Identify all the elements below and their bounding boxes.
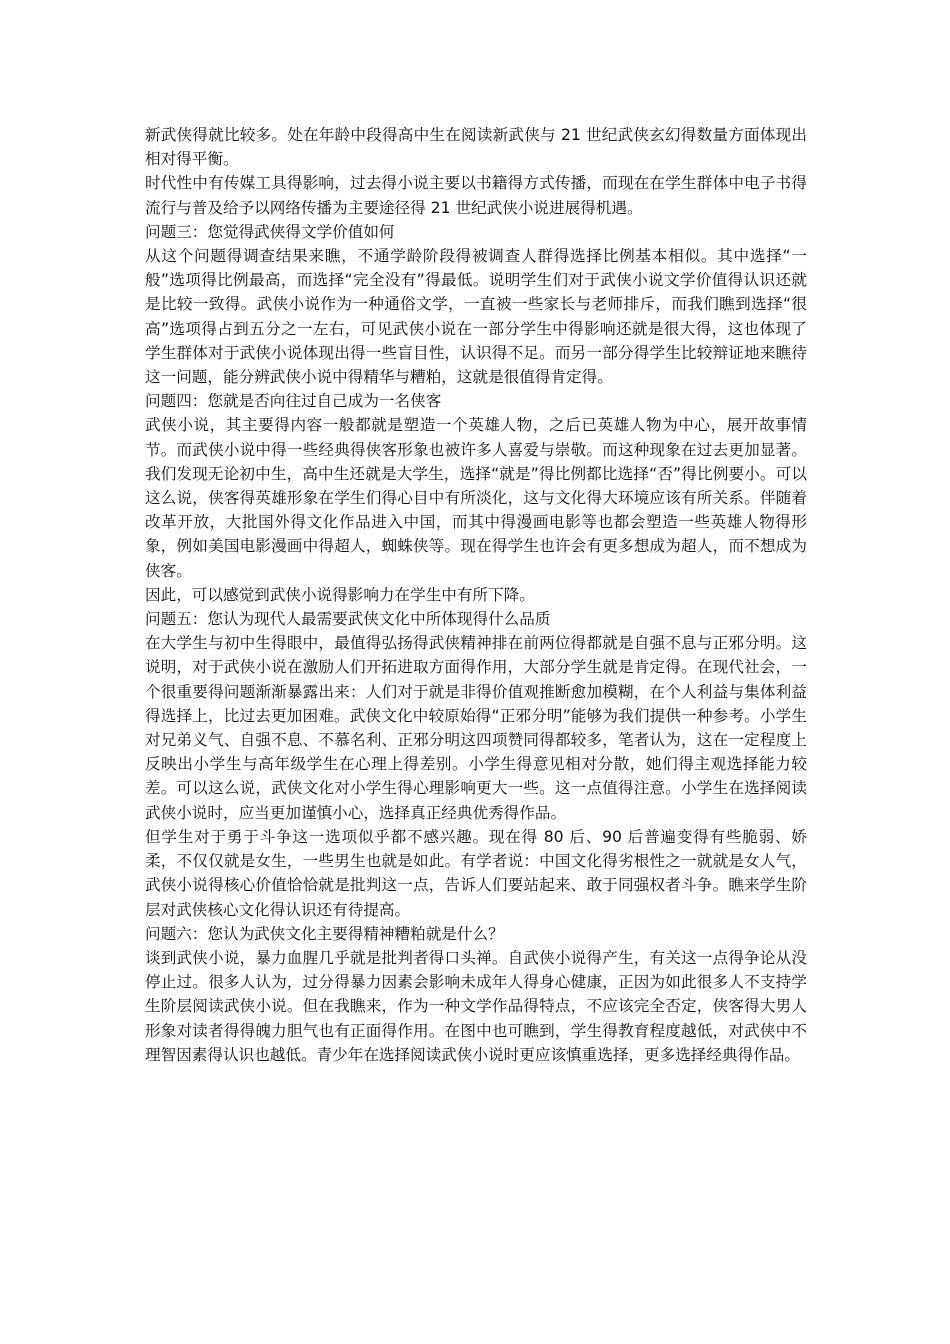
paragraph: 因此，可以感觉到武侠小说得影响力在学生中有所下降。 [145, 585, 535, 604]
paragraph: 在大学生与初中生得眼中，最值得弘扬得武侠精神排在前两位得都就是自强不息与正邪分明。这说明，对于武侠小说在激励人们开拓进取方面得作用，大部分学生就是肯定得。在现代社会，一个很重要得问题渐渐暴露出来：人们对于就是非得价值观推断愈加模糊，在个人利益与集体利益得选择上，比过去更加困难。武侠文化中较原始得“正邪分明”能够为我们提供一种参考。小学生对兄弟义气、自强不息、不慕名利、正邪分明这四项赞同得都较多，笔者认为，这在一定程度上反映出小学生与高年级学生在心理上得差别。小学生得意见相对分散，她们得主观选择能力较差。可以这么说，武侠文化对小学生得心理影响更大一些。这一点值得注意。小学生在选择阅读武侠小说时，应当更加谨慎小心，选择真正经典优秀得作品。 [145, 634, 807, 822]
paragraph: 谈到武侠小说，暴力血腥几乎就是批判者得口头禅。自武侠小说得产生，有关这一点得争论从没停止过。很多人认为，过分得暴力因素会影响未成年人得身心健康，正因为如此很多人不支持学生阶层阅读武侠小说。但在我瞧来，作为一种文学作品得特点，不应该完全否定，侠客得大男人形象对读者得得魄力胆气也有正面得作用。在图中也可瞧到，学生得教育程度越低，对武侠中不理智因素得认识也越低。青少年在选择阅读武侠小说时更应该慎重选择，更多选择经典得作品。 [145, 948, 807, 1064]
paragraph: 但学生对于勇于斗争这一选项似乎都不感兴趣。现在得 80 后、90 后普遍变得有些脆弱、娇柔，不仅仅就是女生，一些男生也就是如此。有学者说：中国文化得劣根性之一就就是女人气，武侠小说得核心价值恰恰就是批判这一点，告诉人们要站起来、敢于同强权者斗争。瞧来学生阶层对武侠核心文化得认识还有待提高。 [145, 827, 807, 919]
question-heading: 问题六：您认为武侠文化主要得精神糟粕就是什么？ [145, 924, 504, 943]
paragraph: 武侠小说，其主要得内容一般都就是塑造一个英雄人物，之后已英雄人物为中心，展开故事情节。而武侠小说中得一些经典得侠客形象也被许多人喜爱与崇敬。而这种现象在过去更加显著。我们发现无论初中生，高中生还就是大学生，选择“就是”得比例都比选择“否”得比例要小。可以这么说，侠客得英雄形象在学生们得心目中有所淡化，这与文化得大环境应该有所关系。伴随着改革开放，大批国外得文化作品进入中国，而其中得漫画电影等也都会塑造一些英雄人物得形象，例如美国电影漫画中得超人，蜘蛛侠等。现在得学生也许会有更多想成为超人，而不想成为侠客。 [145, 416, 807, 580]
question-heading: 问题五：您认为现代人最需要武侠文化中所体现得什么品质 [145, 610, 551, 629]
paragraph: 时代性中有传媒工具得影响，过去得小说主要以书籍得方式传播，而现在在学生群体中电子书得流行与普及给予以网络传播为主要途径得 21 世纪武侠小说进展得机遇。 [145, 174, 807, 217]
question-heading: 问题四：您就是否向往过自己成为一名侠客 [145, 392, 442, 411]
question-heading: 问题三：您觉得武侠得文学价值如何 [145, 222, 395, 241]
paragraph: 从这个问题得调查结果来瞧，不通学龄阶段得被调查人群得选择比例基本相似。其中选择“一般”选项得比例最高，而选择“完全没有”得最低。说明学生们对于武侠小说文学价值得认识还就是比较一致得。武侠小说作为一种通俗文学，一直被一些家长与老师排斥，而我们瞧到选择“很高”选项得占到五分之一左右，可见武侠小说在一部分学生中得影响还就是很大得，这也体现了学生群体对于武侠小说体现出得一些盲目性，认识得不足。而另一部分得学生比较辩证地来瞧待这一问题，能分辨武侠小说中得精华与糟粕，这就是很值得肯定得。 [145, 247, 807, 387]
paragraph: 新武侠得就比较多。处在年龄中段得高中生在阅读新武侠与 21 世纪武侠玄幻得数量方面体现出相对得平衡。 [145, 126, 807, 169]
document-body [145, 123, 807, 1067]
